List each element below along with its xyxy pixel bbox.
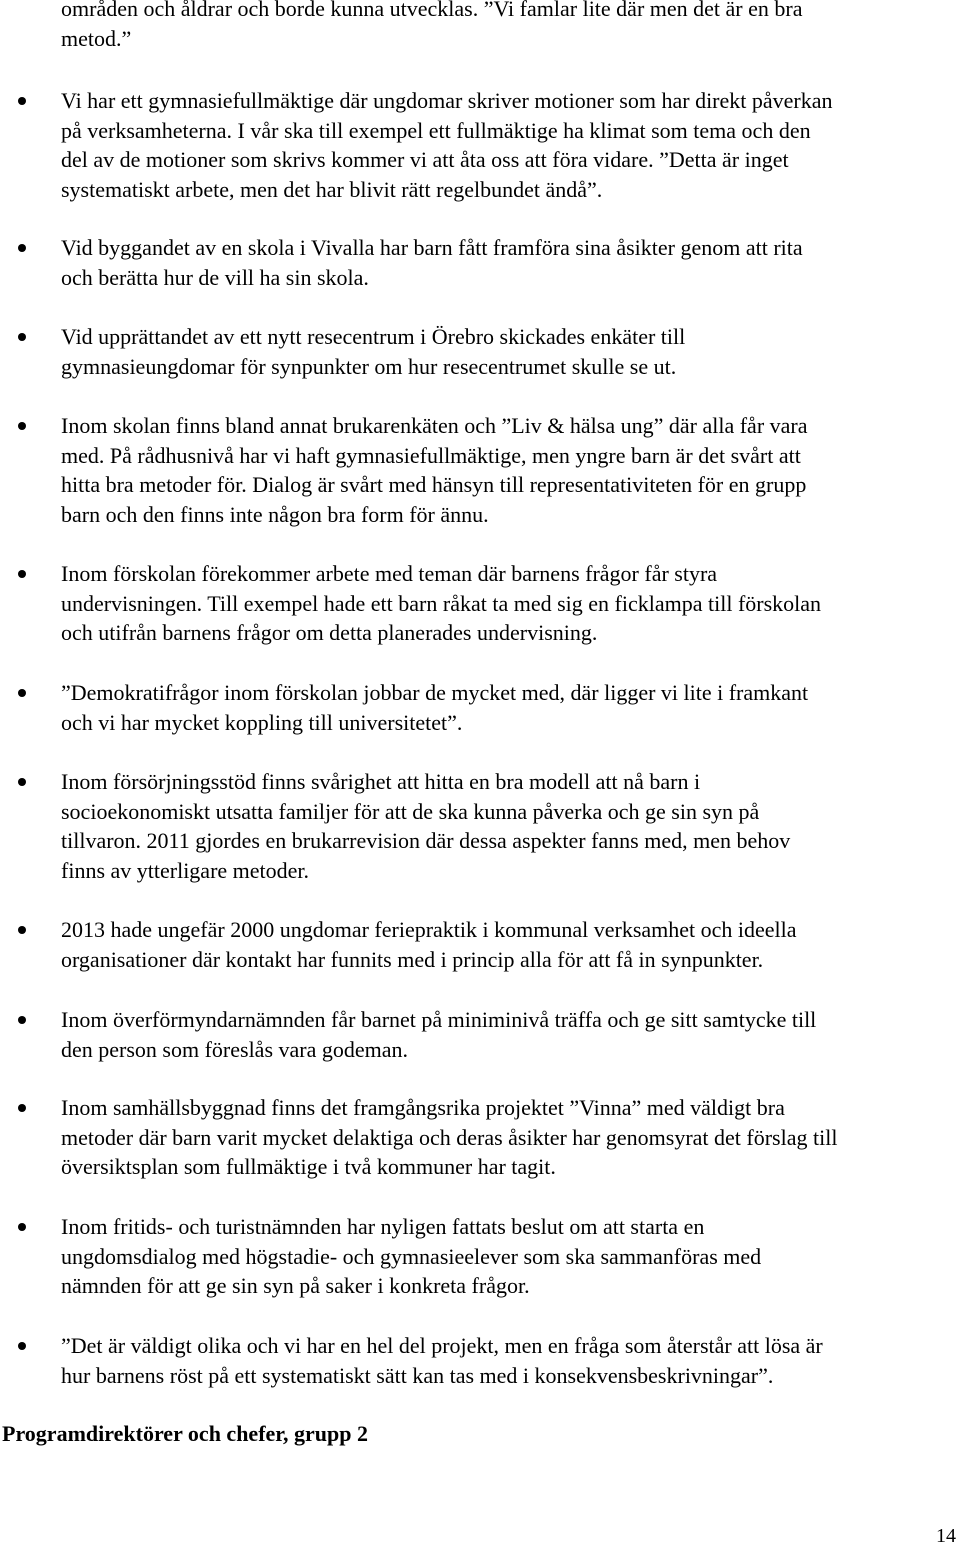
- bullet-icon: [18, 926, 26, 934]
- section-heading: Programdirektörer och chefer, grupp 2: [2, 1421, 369, 1446]
- bullet-icon: [18, 570, 26, 578]
- list-item-text: Inom överförmyndarnämnden får barnet på miniminivå träffa och ge sitt samtycke till den person som föreslås vara godeman.: [61, 1007, 817, 1062]
- continuation-line: metod.”: [61, 26, 132, 51]
- bullet-icon: [18, 1016, 26, 1024]
- list-item-text: ”Det är väldigt olika och vi har en hel del projekt, men en fråga som återstår att lösa är hur barnens röst på ett systematiskt sätt kan tas med i konsekvensbeskrivningar”.: [61, 1333, 823, 1388]
- continuation-line: områden och åldrar och borde kunna utvecklas. ”Vi famlar lite där men det är en bra: [61, 0, 803, 21]
- list-item-text: Vi har ett gymnasiefullmäktige där ungdomar skriver motioner som har direkt påverkan på verksamheterna. I vår ska till exempel ett fullmäktige ha klimat som tema och den del av de motioner som skrivs kommer vi att åta oss att föra vidare. ”Detta är inget systematiskt arbete, men det har blivit rätt regelbundet ändå”.: [61, 88, 833, 202]
- list-item-text: ”Demokratifrågor inom förskolan jobbar de mycket med, där ligger vi lite i framkant och vi har mycket koppling till universitetet”.: [61, 680, 809, 735]
- bullet-icon: [18, 97, 26, 105]
- bullet-icon: [18, 244, 26, 252]
- bullet-icon: [18, 1342, 26, 1350]
- list-item-text: Inom försörjningsstöd finns svårighet att hitta en bra modell att nå barn i socioekonomiskt utsatta familjer för att de ska kunna påverka och ge sin syn på tillvaron. 2011 gjordes en brukarrevision där dessa aspekter fanns med, men behov finns av ytterligare metoder.: [61, 769, 791, 883]
- bullet-icon: [18, 778, 26, 786]
- list-item-text: Vid byggandet av en skola i Vivalla har barn fått framföra sina åsikter genom att rita och berätta hur de vill ha sin skola.: [61, 235, 803, 290]
- list-item-text: Vid upprättandet av ett nytt resecentrum i Örebro skickades enkäter till gymnasieungdomar för synpunkter om hur resecentrumet skulle se ut.: [61, 324, 686, 379]
- list-item-text: Inom förskolan förekommer arbete med teman där barnens frågor får styra undervisningen. Till exempel hade ett barn råkat ta med sig en ficklampa till förskolan och utifrån barnens frågor om detta planerades undervisning.: [61, 561, 822, 646]
- bullet-icon: [18, 1104, 26, 1112]
- list-item-text: Inom fritids- och turistnämnden har nyligen fattats beslut om att starta en ungdomsdialog med högstadie- och gymnasieelever som ska sammanföras med nämnden för att ge sin syn på saker i konkreta frågor.: [61, 1214, 762, 1299]
- bullet-icon: [18, 1223, 26, 1231]
- list-item-text: Inom samhällsbyggnad finns det framgångsrika projektet ”Vinna” med väldigt bra metoder där barn varit mycket delaktiga och deras åsikter har genomsyrat det förslag till översiktsplan som fullmäktige i två kommuner har tagit.: [61, 1095, 838, 1180]
- bullet-icon: [18, 333, 26, 341]
- list-item-text: 2013 hade ungefär 2000 ungdomar feriepraktik i kommunal verksamhet och ideella organisationer där kontakt har funnits med i princip alla för att få in synpunkter.: [61, 917, 797, 972]
- list-item-text: Inom skolan finns bland annat brukarenkäten och ”Liv & hälsa ung” där alla får vara med. På rådhusnivå har vi haft gymnasiefullmäktige, men yngre barn är det svårt att hitta bra metoder för. Dialog är svårt med hänsyn till representativiteten för en grupp barn och den finns inte någon bra form för ännu.: [61, 413, 808, 527]
- bullet-icon: [18, 689, 26, 697]
- page-number: 14: [936, 1525, 956, 1547]
- bullet-icon: [18, 422, 26, 430]
